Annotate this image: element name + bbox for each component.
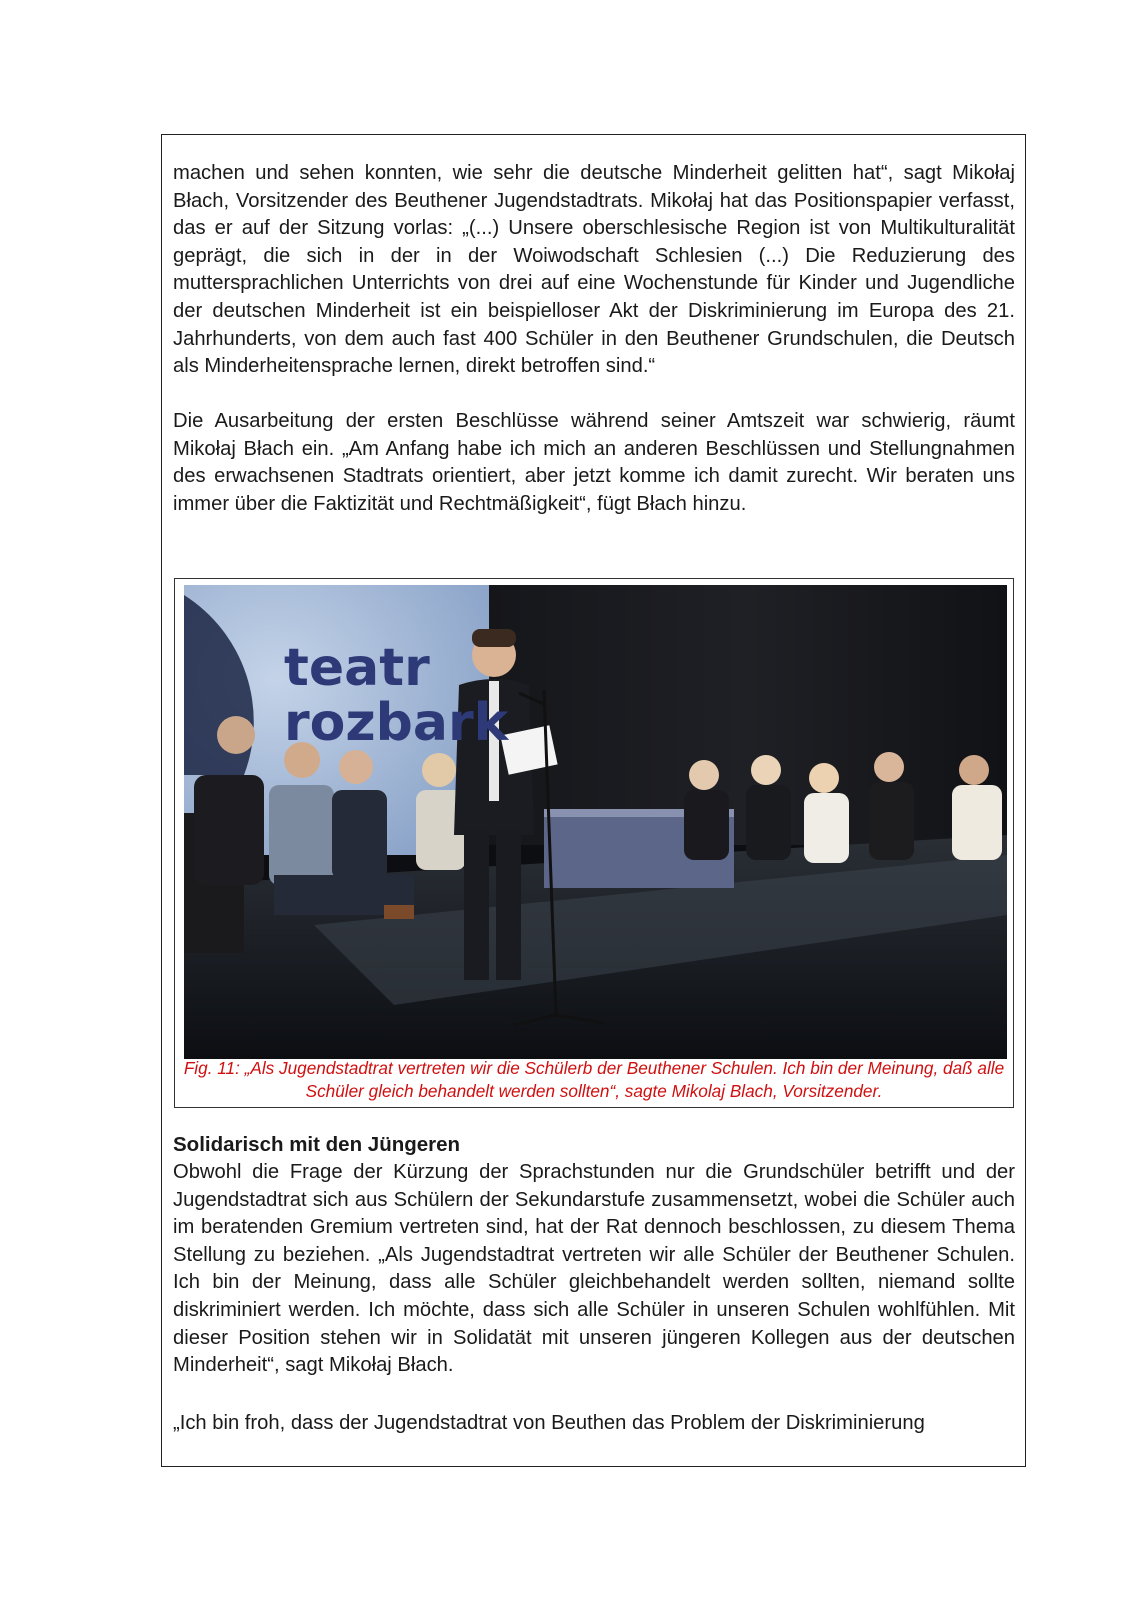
body-paragraph-4: „Ich bin froh, dass der Jugendstadtrat von Beuthen das Problem der Diskriminierung <box>173 1412 925 1434</box>
figure-caption: Fig. 11: „Als Jugendstadtrat vertreten wir die Schülerb der Beuthener Schulen. Ich bin der Meinung, daß alle Schüler gleich behandelt werden sollten“, sagte Mikolaj Blach, Vorsitzender. <box>183 1058 1005 1101</box>
body-paragraph-3: Obwohl die Frage der Kürzung der Sprachstunden nur die Grundschüler betrifft und der Jugendstadtrat sich aus Schülern der Sekundarstufe zusammensetzt, wobei die Schüler auch im beratenden Gremium vertreten sind, hat der Rat dennoch beschlossen, zu diesem Thema Stellung zu beziehen. „Als Jugendstadtrat vertreten wir alle Schüler der Beuthener Schulen. Ich bin der Meinung, dass alle Schüler gleichbehandelt werden sollten, niemand sollte diskriminiert werden. Ich möchte, dass sich alle Schüler in unseren Schulen wohlfühlen. Mit dieser Position stehen wir in Solidatät mit unseren jüngeren Kollegen aus der deutschen Minderheit“, sagt Mikołaj Błach. <box>173 1161 1015 1377</box>
body-paragraph-2: Die Ausarbeitung der ersten Beschlüsse während seiner Amtszeit war schwierig, räumt Mikołaj Błach ein. „Am Anfang habe ich mich an anderen Beschlüssen und Stellungnahmen des erwachsenen Stadtrats orientiert, aber jetzt komme ich damit zurecht. Wir beraten uns immer über die Faktizität und Rechtmäßigkeit“, fügt Błach hinzu. <box>173 410 1015 515</box>
body-paragraph-1: machen und sehen konnten, wie sehr die deutsche Minderheit gelitten hat“, sagt Mikołaj Błach, Vorsitzender des Beuthener Jugendstadtrats. Mikołaj hat das Positionspapier verfasst, das er auf der Sitzung vorlas: „(...) Unsere oberschlesische Region ist von Multikulturalität geprägt, die sich in der in der Woiwodschaft Schlesien (...) Die Reduzierung des muttersprachlichen Unterrichts von drei auf eine Wochenstunde für Kinder und Jugendliche der deutschen Minderheit ist ein beispielloser Akt der Diskriminierung im Europa des 21. Jahrhunderts, von dem auch fast 400 Schüler in den Beuthener Grundschulen, die Deutsch als Minderheitensprache lernen, direkt betroffen sind.“ <box>173 162 1015 378</box>
stage-photo <box>184 585 1007 1059</box>
section-heading: Solidarisch mit den Jüngeren <box>173 1133 461 1156</box>
stage-sign-text: teatr rozbark <box>284 638 509 753</box>
